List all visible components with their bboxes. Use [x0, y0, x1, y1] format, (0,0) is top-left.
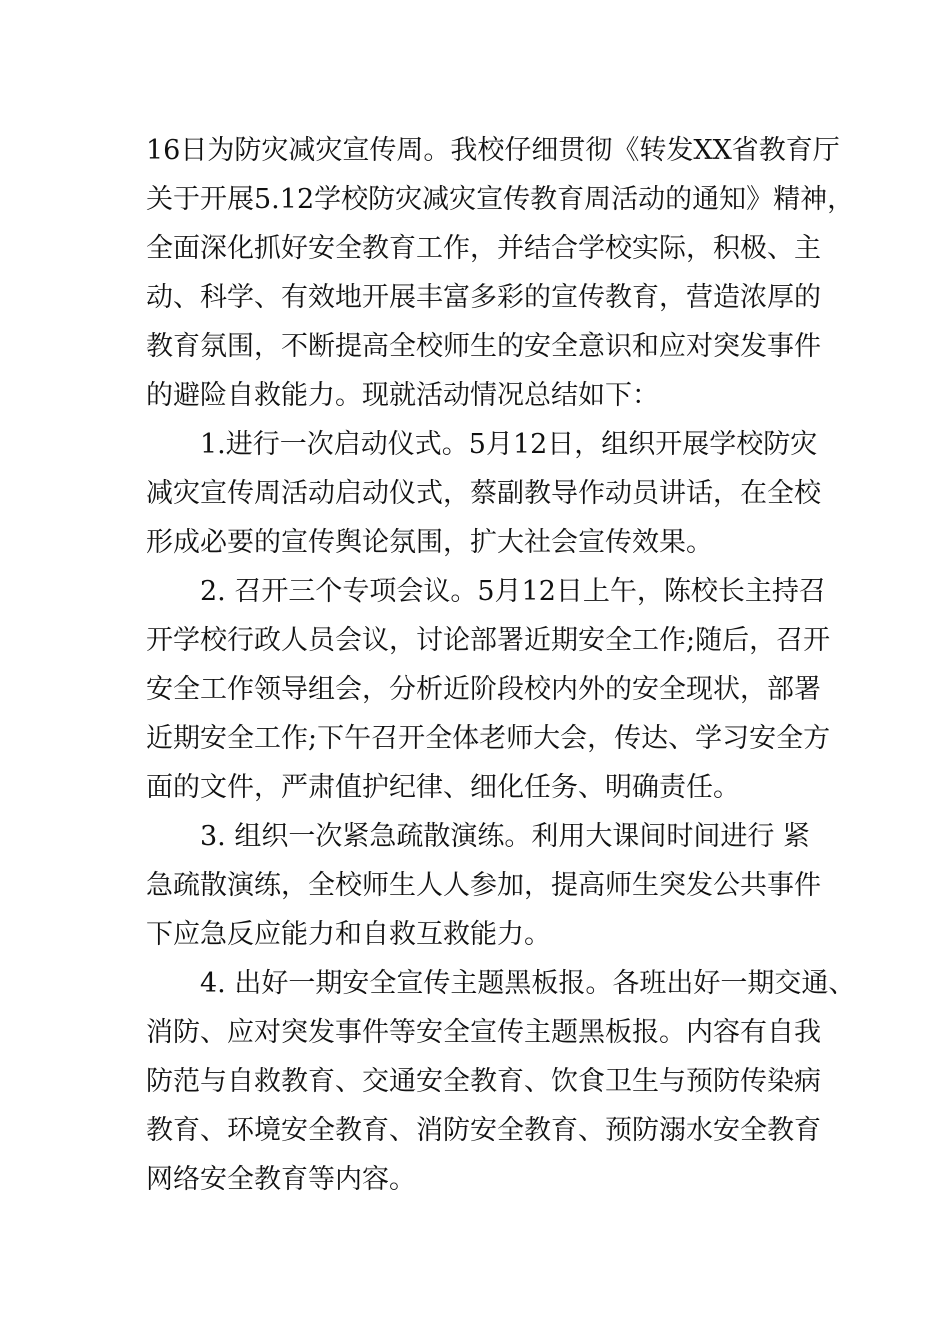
text-line: 减灾宣传周活动启动仪式，蔡副教导作动员讲话，在全校	[146, 478, 821, 509]
paragraph-item-1	[146, 420, 846, 567]
text-line: 面的文件，严肃值护纪律、细化任务、明确责任。	[146, 772, 740, 803]
text-line: 2. 召开三个专项会议。5月12日上午，陈校长主持召	[146, 576, 826, 607]
paragraph-intro	[146, 126, 855, 420]
text-line: 全面深化抓好安全教育工作，并结合学校实际，积极、主	[146, 233, 821, 264]
text-line: 消防、应对突发事件等安全宣传主题黑板报。内容有自我	[146, 1017, 821, 1048]
text-line: 教育、环境安全教育、消防安全教育、预防溺水安全教育	[146, 1115, 821, 1146]
text-line: 急疏散演练，全校师生人人参加，提高师生突发公共事件	[146, 870, 821, 901]
text-line: 动、科学、有效地开展丰富多彩的宣传教育，营造浓厚的	[146, 282, 821, 313]
text-line: 教育氛围，不断提高全校师生的安全意识和应对突发事件	[146, 331, 821, 362]
text-line: 16日为防灾减灾宣传周。我校仔细贯彻《转发XX省教育厅	[146, 135, 840, 166]
text-line: 3. 组织一次紧急疏散演练。利用大课间时间进行 紧	[146, 821, 810, 852]
text-line: 1.进行一次启动仪式。5月12日，组织开展学校防灾	[146, 429, 818, 460]
paragraph-item-3	[146, 812, 846, 959]
text-line: 网络安全教育等内容。	[146, 1164, 416, 1195]
text-line: 下应急反应能力和自救互救能力。	[146, 919, 551, 950]
text-line: 形成必要的宣传舆论氛围，扩大社会宣传效果。	[146, 527, 713, 558]
paragraph-item-2	[146, 567, 846, 812]
paragraph-item-4	[146, 959, 856, 1204]
text-line: 的避险自救能力。现就活动情况总结如下：	[146, 380, 659, 411]
document-body	[146, 126, 856, 1204]
text-line: 4. 出好一期安全宣传主题黑板报。各班出好一期交通、	[146, 968, 856, 999]
text-line: 开学校行政人员会议，讨论部署近期安全工作;随后，召开	[146, 625, 831, 656]
text-line: 近期安全工作;下午召开全体老师大会，传达、学习安全方	[146, 723, 831, 754]
text-line: 防范与自救教育、交通安全教育、饮食卫生与预防传染病	[146, 1066, 821, 1097]
text-line: 安全工作领导组会，分析近阶段校内外的安全现状，部署	[146, 674, 821, 705]
text-line: 关于开展5.12学校防灾减灾宣传教育周活动的通知》精神，	[146, 184, 855, 215]
